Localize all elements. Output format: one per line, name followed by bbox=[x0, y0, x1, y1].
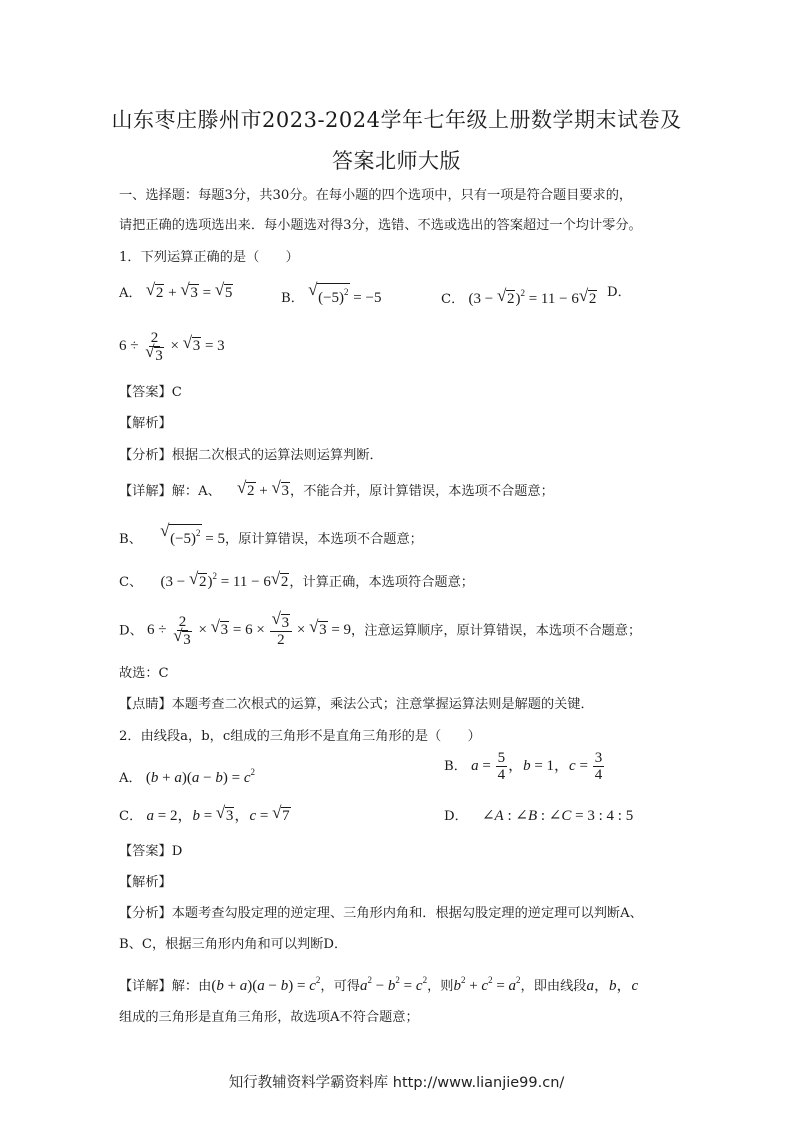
q2-detail-mid-1: ，可得 bbox=[320, 979, 360, 994]
q2-detail-line-1: 【详解】解：由$(b + a)(a - b) = c^2$，可得$a^2 - b^2 = c^2$，则$b^2 + c^2 = a^2$，即由线段a，b，c bbox=[119, 975, 639, 994]
q1-option-a-label: A． bbox=[119, 286, 142, 301]
q1-detail-b-prefix: B、 bbox=[119, 532, 142, 547]
q1-option-a-formula: √ 2 + √ 3 = √ 5 bbox=[145, 280, 233, 301]
footer-watermark: 知行教辅资料学霸资料库 http://www.lianjie99.cn/ bbox=[228, 1075, 565, 1091]
q1-detail-b-suffix: ，原计算错误，本选项不合题意； bbox=[225, 532, 423, 547]
q2-option-a: A． $(b + a)(a - b) = c^2$ bbox=[119, 767, 255, 786]
q2-answer: 【答案】D bbox=[119, 844, 183, 859]
q2-option-c-label: C． bbox=[119, 809, 143, 824]
q1-option-d-formula: 6 ÷ 2 √ 3 × √ 3 = 3 bbox=[119, 330, 225, 364]
section-intro-line-1: 一、选择题：每题3分，共30分。在每小题的四个选项中，只有一项是符合题目要求的， bbox=[119, 188, 633, 203]
q1-detail-c-prefix: C、 bbox=[119, 575, 143, 590]
q1-dianjing: 【点睛】本题考查二次根式的运算，乘法公式；注意掌握运算法则是解题的关键． bbox=[119, 697, 594, 712]
question-1-stem: 1．下列运算正确的是（ ） bbox=[119, 250, 299, 265]
q2-detail-mid-2: ，则 bbox=[427, 979, 454, 994]
q1-answer: 【答案】C bbox=[119, 385, 182, 400]
q1-detail-a-prefix: 【详解】解：A、 bbox=[119, 484, 221, 499]
q2-jiexi: 【解析】 bbox=[119, 875, 172, 890]
q1-option-c bbox=[441, 283, 597, 310]
q1-option-c-label: C． bbox=[441, 292, 465, 307]
q1-option-c-formula: (3 − √ 2)$^2$ = 11 − 6 √ 2 bbox=[468, 286, 597, 307]
q1-detail-a: 【详解】解：A、 √ 2 + √ 3，不能合并，原计算错误，本选项不合题意； bbox=[119, 478, 554, 499]
q1-fenxi: 【分析】根据二次根式的运算法则运算判断． bbox=[119, 448, 383, 463]
q2-detail-mid-3: ，即由线段 bbox=[520, 979, 587, 994]
q2-detail-prefix: 【详解】解：由 bbox=[119, 979, 212, 994]
q2-fenxi-line-1: 【分析】本题考查勾股定理的逆定理、三角形内角和．根据勾股定理的逆定理可以判断A、 bbox=[119, 906, 643, 921]
q1-detail-c: C、 (3 − √ 2)$^2$ = 11 − 6 √ 2，计算正确，本选项符合题意； bbox=[119, 569, 474, 590]
q2-option-b-label: B． bbox=[444, 758, 467, 774]
q1-option-b-label: B． bbox=[281, 291, 304, 306]
q1-option-d-label: D． bbox=[607, 285, 631, 300]
section-intro-line-2: 请把正确的选项选出来．每小题选对得3分，选错、不选或选出的答案超过一个均计零分。 bbox=[119, 218, 642, 233]
q1-jiexi: 【解析】 bbox=[119, 416, 172, 431]
q1-option-b bbox=[281, 280, 382, 309]
q1-detail-a-suffix: ，不能合并，原计算错误，本选项不合题意； bbox=[290, 484, 554, 499]
q1-detail-d: D、 6 ÷ 2 √ 3 × √ 3 = 6 × √ 3 2 × √ 3 = 9，注意运算顺序，原计算错误，本选项不合题意； bbox=[119, 609, 642, 648]
q1-choose: 故选：C bbox=[119, 666, 169, 681]
q2-option-d-label: D． bbox=[444, 809, 468, 824]
q2-fenxi-line-2: B、C，根据三角形内角和可以判断D． bbox=[119, 937, 348, 952]
question-2-stem: 2．由线段a，b，c组成的三角形不是直角三角形的是（ ） bbox=[119, 729, 481, 744]
q1-option-b-formula: √ $(-5)^2 = -5$ bbox=[308, 280, 382, 306]
q1-detail-d-prefix: D、 bbox=[119, 623, 143, 639]
q2-detail-line-2: 组成的三角形是直角三角形，故选项A不符合题意； bbox=[119, 1010, 419, 1025]
q1-detail-c-suffix: ，计算正确，本选项符合题意； bbox=[289, 575, 474, 590]
q2-option-a-label: A． bbox=[119, 771, 142, 786]
document-title-line-2: 答案北师大版 bbox=[332, 149, 461, 173]
document-title-line-1: 山东枣庄滕州市2023-2024学年七年级上册数学期末试卷及 bbox=[111, 108, 682, 132]
q2-option-b: B． a = $\frac{5}{4}$ ，b = 1，c = $\frac{3}{4}$ bbox=[444, 750, 603, 783]
q2-option-c: C． a = 2，b = √ 3，c = √ 7 bbox=[119, 803, 290, 824]
q1-detail-b: B、 √ $(-5)^2 = 5$，原计算错误，本选项不合题意； bbox=[119, 521, 423, 547]
q1-detail-d-suffix: ，注意运算顺序，原计算错误，本选项不合题意； bbox=[351, 623, 642, 639]
q2-option-d: D． ∠A : ∠B : ∠C = 3 : 4 : 5 bbox=[444, 808, 634, 824]
q1-option-a bbox=[119, 280, 233, 304]
